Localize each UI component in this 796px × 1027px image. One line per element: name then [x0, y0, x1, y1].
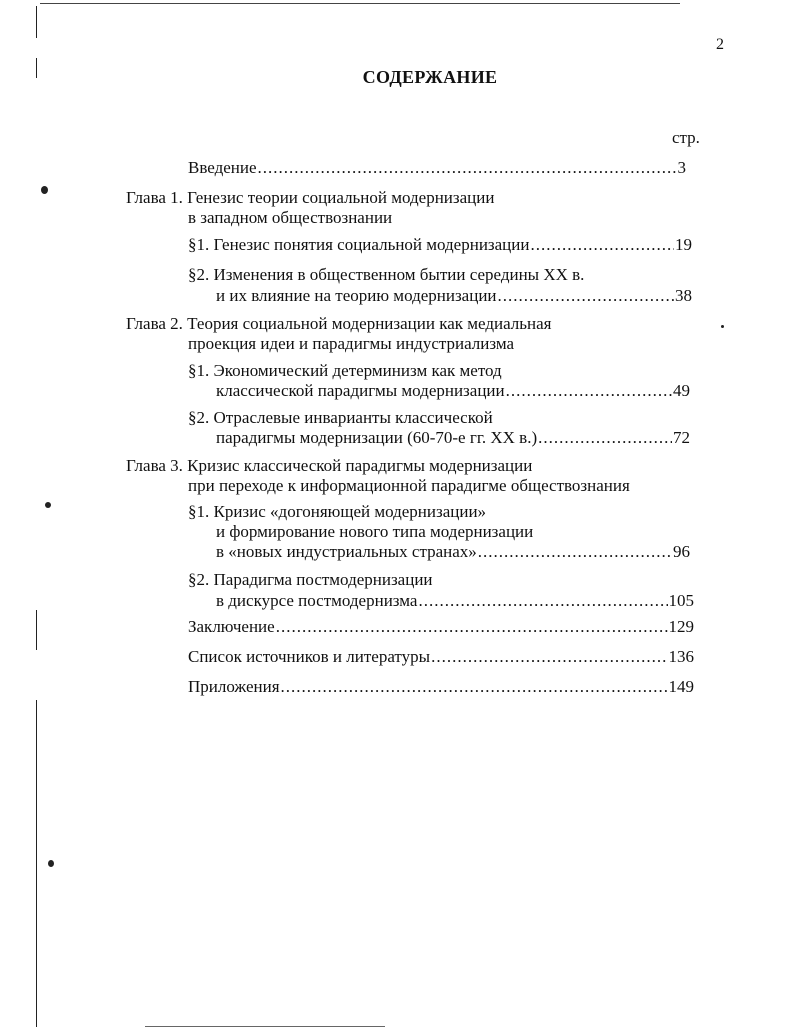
toc-section-heading: §2. Отраслевые инварианты классической: [188, 408, 493, 427]
toc-entry-page: 72: [673, 428, 690, 447]
toc-entry-page: 129: [668, 617, 694, 636]
page-title: СОДЕРЖАНИЕ: [362, 67, 498, 87]
scan-speck: [721, 325, 724, 328]
toc-leader-dots: [276, 617, 668, 637]
toc-entry-page: 19: [675, 235, 692, 254]
toc-leader-dots: [498, 286, 674, 306]
toc-leader-dots: [538, 428, 672, 448]
toc-leader-dots: [506, 381, 672, 401]
toc-entry-sources[interactable]: [188, 647, 694, 667]
toc-entry-ch3-s1[interactable]: [216, 542, 690, 562]
toc-section-heading: §1. Экономический детерминизм как метод: [188, 361, 502, 380]
scan-edge-mark: [36, 6, 37, 38]
toc-entry-ch3-s2[interactable]: [216, 591, 694, 611]
toc-section-heading: §1. Кризис «догоняющей модернизации»: [188, 502, 487, 521]
toc-leader-dots: [258, 158, 677, 178]
toc-entry-appendix[interactable]: [188, 677, 694, 697]
toc-entry-label: §1. Генезис понятия социальной модернизации: [188, 235, 530, 254]
toc-entry-page: 38: [675, 286, 692, 305]
toc-entry-ch1-s2[interactable]: [216, 286, 692, 306]
toc-entry-page: 105: [668, 591, 694, 610]
toc-chapter-heading: Глава 1. Генезис теории социальной модернизации: [126, 188, 495, 207]
toc-entry-label: Список источников и литературы: [188, 647, 431, 666]
toc-entry-page: 49: [673, 381, 690, 400]
toc-leader-dots: [530, 235, 674, 255]
toc-entry-label: Приложения: [188, 677, 280, 696]
toc-entry-ch2-s1[interactable]: [216, 381, 690, 401]
toc-chapter-heading: Глава 3. Кризис классической парадигмы модернизации: [126, 456, 533, 475]
toc-entry-label: Введение: [188, 158, 257, 177]
toc-chapter-heading: при переходе к информационной парадигме обществознания: [188, 476, 630, 495]
scan-speck: [45, 502, 51, 508]
toc-section-heading: и формирование нового типа модернизации: [216, 522, 534, 541]
toc-leader-dots: [431, 647, 667, 667]
toc-entry-conclusion[interactable]: [188, 617, 694, 637]
toc-entry-page: 3: [677, 158, 686, 177]
scan-edge-mark: [36, 610, 37, 650]
toc-entry-ch1-s1[interactable]: [188, 235, 692, 255]
toc-chapter-heading: проекция идеи и парадигмы индустриализма: [188, 334, 515, 353]
toc-section-heading: §2. Изменения в общественном бытии середины XX в.: [188, 265, 585, 284]
toc-entry-label: Заключение: [188, 617, 275, 636]
page-column-label: стр.: [672, 128, 700, 147]
toc-entry-label: и их влияние на теорию модернизации: [216, 286, 497, 305]
toc-leader-dots: [281, 677, 668, 697]
scan-border-top: [40, 3, 680, 4]
toc-entry-label: классической парадигмы модернизации: [216, 381, 505, 400]
toc-entry-label: в «новых индустриальных странах»: [216, 542, 477, 561]
toc-leader-dots: [418, 591, 667, 611]
toc-leader-dots: [478, 542, 672, 562]
toc-entry-ch2-s2[interactable]: [216, 428, 690, 448]
toc-entry-page: 149: [668, 677, 694, 696]
page-number: 2: [716, 36, 724, 53]
scan-speck: [48, 860, 54, 867]
toc-entry-label: в дискурсе постмодернизма: [216, 591, 418, 610]
toc-entry-page: 96: [673, 542, 690, 561]
scan-edge-mark: [36, 700, 37, 1027]
toc-entry-page: 136: [668, 647, 694, 666]
toc-entry-label: парадигмы модернизации (60-70-е гг. XX в.): [216, 428, 538, 447]
scan-speck: [41, 186, 48, 194]
toc-section-heading: §2. Парадигма постмодернизации: [188, 570, 433, 589]
toc-entry-intro[interactable]: [188, 158, 686, 178]
toc-chapter-heading: Глава 2. Теория социальной модернизации как медиальная: [126, 314, 552, 333]
toc-chapter-heading: в западном обществознании: [188, 208, 393, 227]
